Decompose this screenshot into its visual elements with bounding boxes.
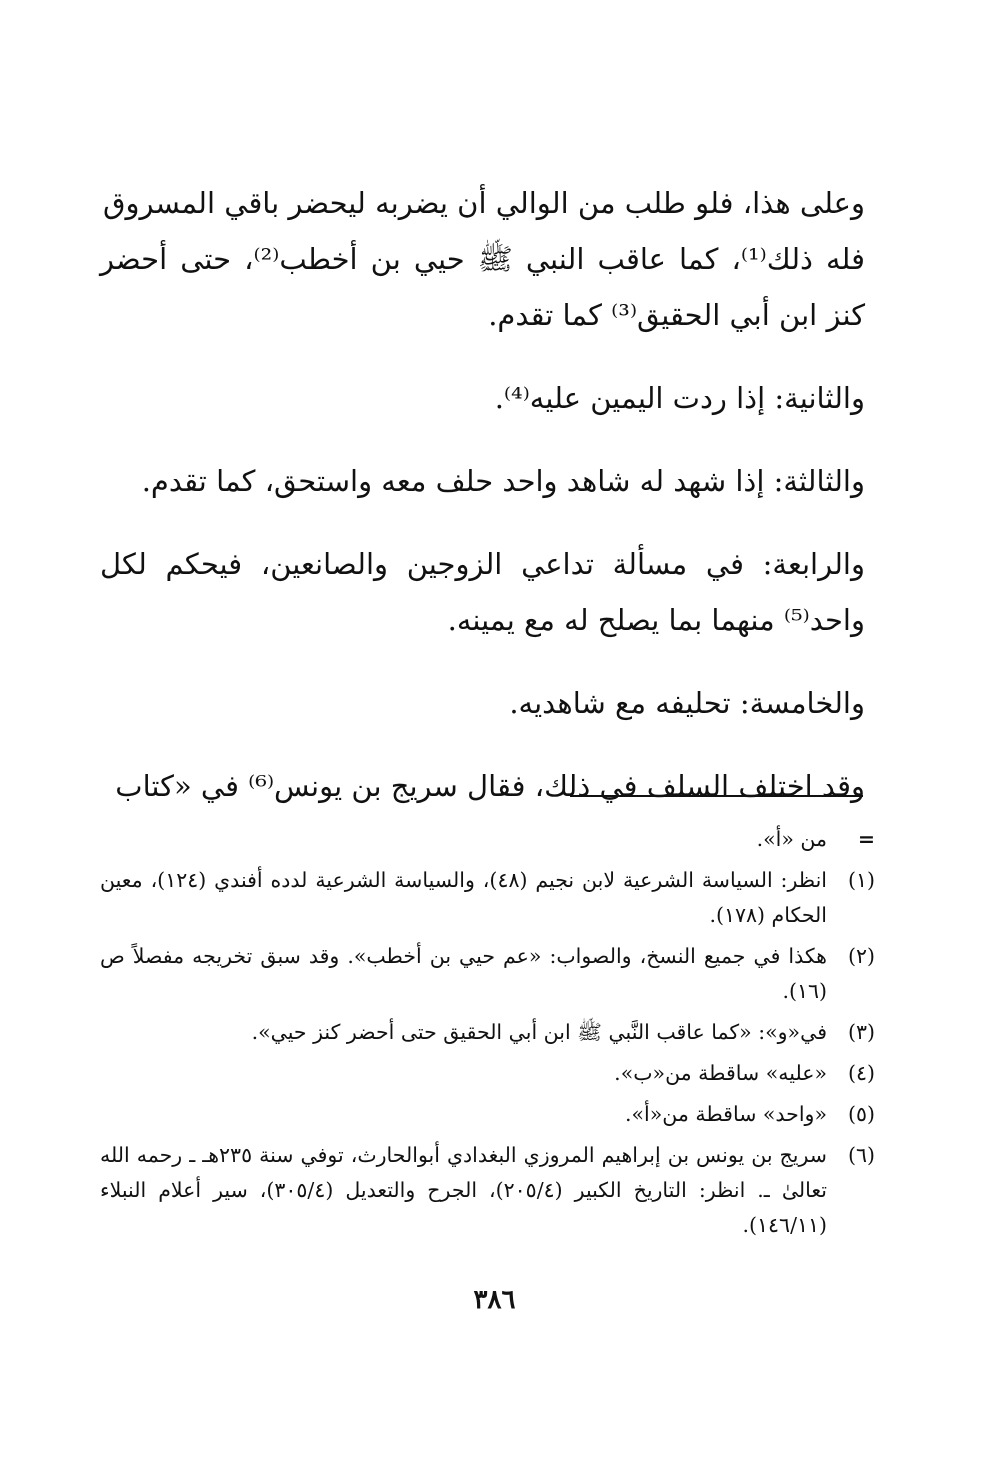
footnote-separator	[570, 795, 863, 797]
footnote-number: (٥)	[847, 1102, 875, 1126]
footnote-marker: =	[857, 827, 875, 851]
paragraph-3: والثانية: إذا ردت اليمين عليه⁽⁴⁾.	[494, 381, 865, 415]
footnote-4	[100, 1056, 875, 1091]
footnote-3	[100, 1015, 875, 1050]
footnote-2	[100, 939, 875, 1009]
paragraph-6: والخامسة: تحليفه مع شاهديه.	[509, 686, 865, 720]
footnote-text: هكذا في جميع النسخ، والصواب: «عم حيي بن أخطب». وقد سبق تخريجه مفصلاً ص (١٦).	[100, 944, 827, 1003]
footnote-text: «عليه» ساقطة من«ب».	[614, 1061, 827, 1085]
paragraph-5: والرابعة: في مسألة تداعي الزوجين والصانعين، فيحكم لكل واحد⁽⁵⁾ منهما بما يصلح له مع يمينه.	[100, 547, 865, 637]
footnote-text: انظر: السياسة الشرعية لابن نجيم (٤٨)، والسياسة الشرعية لدده أفندي (١٢٤)، معين الحكام (١٧٨).	[100, 868, 827, 927]
paragraph-7: وقد اختلف السلف في ذلك، فقال سريج بن يونس⁽⁶⁾ في «كتاب	[115, 769, 865, 803]
page-number: ٣٨٦	[473, 1285, 516, 1315]
footnote-number: (٢)	[847, 944, 875, 968]
footnote-number: (٣)	[847, 1020, 875, 1044]
footnote-text: «واحد» ساقطة من«أ».	[624, 1102, 827, 1126]
footnote-continuation	[100, 822, 875, 857]
footnote-text: من «أ».	[756, 827, 827, 851]
main-text	[100, 175, 865, 814]
footnote-1	[100, 863, 875, 933]
footnote-number: (٦)	[847, 1143, 875, 1167]
footnotes	[100, 822, 875, 1249]
footnote-text: سريج بن يونس بن إبراهيم المروزي البغدادي أبوالحارث، توفي سنة ٢٣٥هـ ـ رحمه الله تعالىٰ ـ. انظر: التاريخ الكبير (٢٠٥/٤)، الجرح والتعديل (٣٠٥/٤)، سير أعلام النبلاء (١٤٦/١١).	[100, 1143, 827, 1237]
paragraph-4: والثالثة: إذا شهد له شاهد واحد حلف معه واستحق، كما تقدم.	[141, 464, 865, 498]
paragraph-2: فله ذلك⁽¹⁾، كما عاقب النبي ﷺ حيي بن أخطب⁽²⁾، حتى أحضر كنز ابن أبي الحقيق⁽³⁾ كما تقدم.	[100, 242, 866, 332]
footnote-6	[100, 1138, 875, 1243]
footnote-number: (١)	[847, 868, 875, 892]
footnote-text: في«و»: «كما عاقب النَّبي ﷺ ابن أبي الحقيق حتى أحضر كنز حيي».	[251, 1020, 827, 1044]
footnote-5	[100, 1097, 875, 1132]
paragraph-1: وعلى هذا، فلو طلب من الوالي أن يضربه ليحضر باقي المسروق	[103, 186, 865, 220]
footnote-number: (٤)	[847, 1061, 875, 1085]
